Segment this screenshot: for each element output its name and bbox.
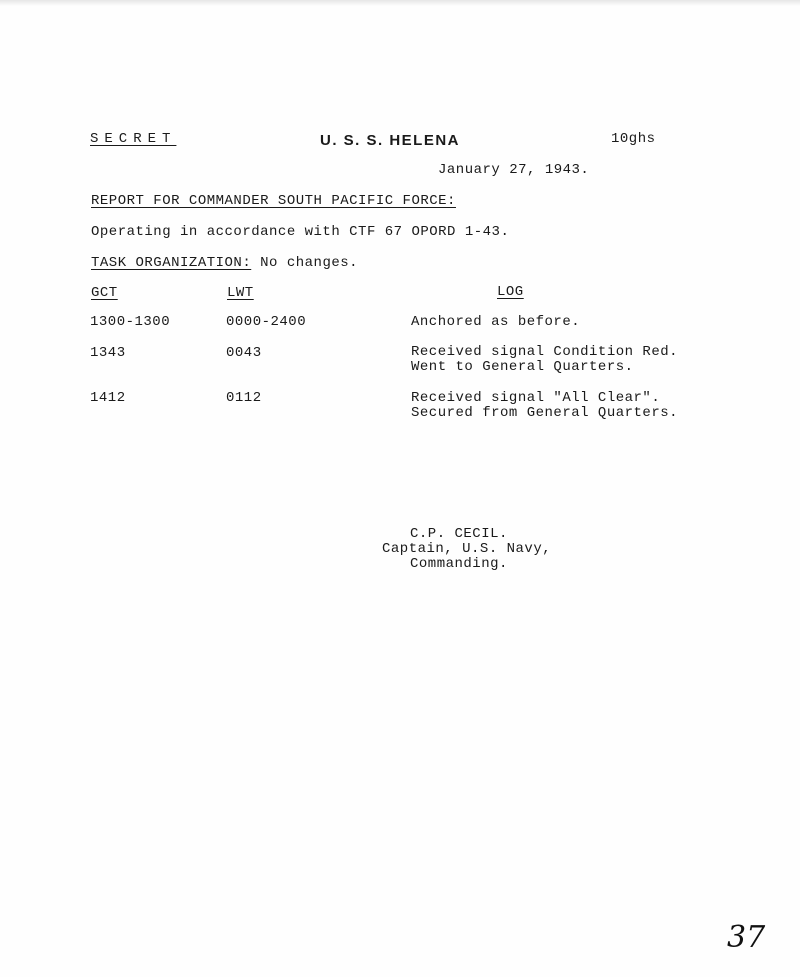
row-log-line: Secured from General Quarters. (411, 405, 679, 421)
signature-rank: Captain, U.S. Navy, (382, 541, 552, 557)
report-title: REPORT FOR COMMANDER SOUTH PACIFIC FORCE: (91, 193, 456, 209)
row-gct: 1412 (90, 390, 126, 406)
row-log-line: Received signal "All Clear". (411, 390, 661, 406)
row-gct: 1300-1300 (90, 314, 171, 330)
row-log-line: Received signal Condition Red. (411, 344, 679, 360)
page-number: 37 (727, 920, 766, 955)
row-lwt: 0000-2400 (226, 314, 307, 330)
document-code: 10ghs (611, 131, 656, 147)
row-log-line: Went to General Quarters. (411, 359, 634, 375)
task-organization (91, 255, 358, 271)
header-log: LOG (497, 284, 524, 300)
operating-statement: Operating in accordance with CTF 67 OPORD 1-43. (91, 224, 510, 240)
classification-label: SECRET (90, 131, 177, 147)
row-lwt: 0112 (226, 390, 262, 406)
scan-edge (0, 0, 800, 6)
signature-name: C.P. CECIL. (410, 526, 508, 542)
header-gct: GCT (91, 285, 118, 301)
ship-name: U. S. S. HELENA (320, 132, 461, 149)
row-gct: 1343 (90, 345, 126, 361)
task-organization-label: TASK ORGANIZATION: (91, 255, 252, 271)
task-organization-value: No changes. (260, 255, 359, 271)
report-date: January 27, 1943. (438, 162, 590, 178)
row-log-line: Anchored as before. (411, 314, 581, 330)
signature-title: Commanding. (410, 556, 508, 572)
header-lwt: LWT (227, 285, 254, 301)
row-lwt: 0043 (226, 345, 262, 361)
